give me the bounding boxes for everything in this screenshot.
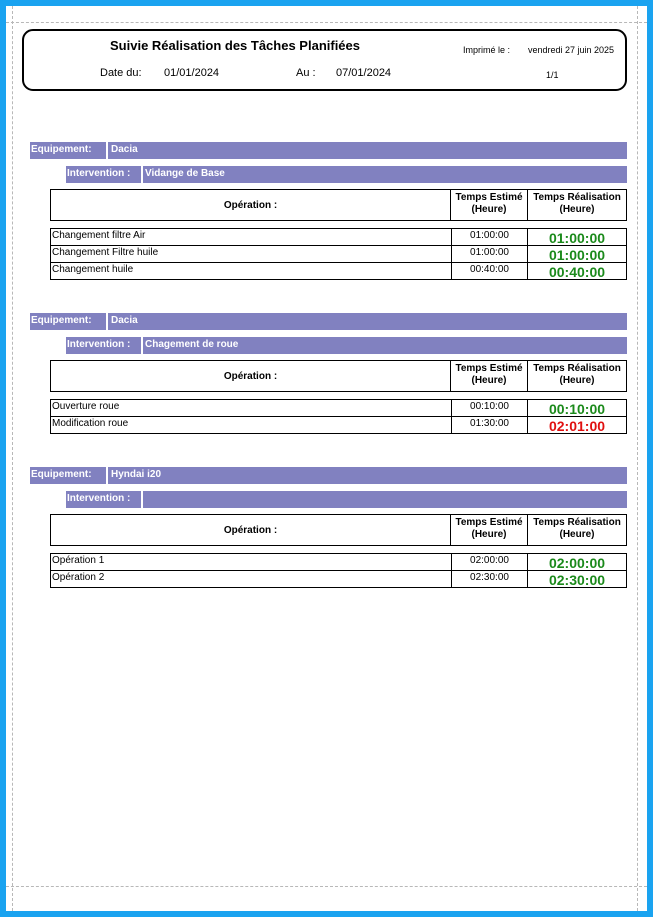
realised-time: 02:00:00: [548, 555, 606, 571]
estimated-time: 01:00:00: [451, 229, 528, 245]
margin-guide-left: [12, 6, 13, 911]
equipment-label: Equipement:: [31, 144, 92, 155]
realised-time: 01:00:00: [548, 230, 606, 246]
operation-name: Opération 1: [52, 555, 105, 566]
realised-time: 02:01:00: [548, 418, 606, 434]
operation-row: [50, 245, 627, 263]
realised-time: 00:40:00: [548, 264, 606, 280]
operation-row: [50, 570, 627, 588]
report-header: [22, 29, 627, 91]
equipment-bar: [30, 313, 627, 330]
realised-time: 02:30:00: [548, 572, 606, 588]
operation-name: Opération 2: [52, 572, 105, 583]
intervention-name: Vidange de Base: [145, 168, 225, 179]
page-number: 1/1: [546, 70, 559, 80]
equipment-name: Hyndai i20: [111, 469, 162, 480]
equipment-label: Equipement:: [31, 315, 92, 326]
intervention-label: Intervention :: [67, 493, 131, 504]
realised-time: 01:00:00: [548, 247, 606, 263]
margin-guide-bottom: [6, 886, 647, 887]
date-to-value: 07/01/2024: [336, 67, 392, 79]
intervention-bar: [66, 166, 627, 183]
operation-row: [50, 262, 627, 280]
printed-label: Imprimé le :: [463, 45, 511, 55]
estimated-col-header: Temps Estimé (Heure): [451, 515, 528, 545]
report-title: Suivie Réalisation des Tâches Planifiées: [110, 38, 360, 53]
operation-row: [50, 228, 627, 246]
operations-header: [50, 189, 627, 221]
estimated-time: 01:00:00: [451, 246, 528, 262]
report-page: [6, 6, 647, 911]
intervention-label: Intervention :: [67, 339, 131, 350]
bar-divider: [106, 313, 108, 330]
intervention-label: Intervention :: [67, 168, 131, 179]
operation-col-header: Opération :: [51, 361, 451, 391]
margin-guide-right: [637, 6, 638, 911]
operation-row: [50, 416, 627, 434]
printed-date: vendredi 27 juin 2025: [528, 45, 615, 55]
intervention-name: Chagement de roue: [145, 339, 239, 350]
date-to-label: Au :: [296, 67, 316, 79]
equipment-label: Equipement:: [31, 469, 92, 480]
operation-name: Modification roue: [52, 418, 129, 429]
estimated-time: 02:00:00: [451, 554, 528, 570]
estimated-time: 00:40:00: [451, 263, 528, 279]
estimated-time: 01:30:00: [451, 417, 528, 433]
estimated-col-header: Temps Estimé (Heure): [451, 361, 528, 391]
date-from-label: Date du:: [100, 67, 142, 79]
operation-name: Changement Filtre huile: [52, 247, 159, 258]
operation-col-header: Opération :: [51, 515, 451, 545]
intervention-bar: [66, 491, 627, 508]
bar-divider: [141, 166, 143, 183]
operation-name: Ouverture roue: [52, 401, 120, 412]
intervention-bar: [66, 337, 627, 354]
operations-header: [50, 360, 627, 392]
operation-col-header: Opération :: [51, 190, 451, 220]
realised-col-header: Temps Réalisation (Heure): [533, 363, 621, 386]
operation-row: [50, 553, 627, 571]
realised-col-header: Temps Réalisation (Heure): [533, 517, 621, 540]
realised-time: 00:10:00: [548, 401, 606, 417]
bar-divider: [106, 142, 108, 159]
operation-name: Changement huile: [52, 264, 134, 275]
bar-divider: [141, 491, 143, 508]
equipment-bar: [30, 467, 627, 484]
estimated-time: 02:30:00: [451, 571, 528, 587]
date-from-value: 01/01/2024: [164, 67, 220, 79]
equipment-bar: [30, 142, 627, 159]
realised-col-header: Temps Réalisation (Heure): [533, 192, 621, 215]
bar-divider: [141, 337, 143, 354]
estimated-time: 00:10:00: [451, 400, 528, 416]
margin-guide-top: [6, 22, 647, 23]
equipment-name: Dacia: [111, 315, 138, 326]
equipment-name: Dacia: [111, 144, 138, 155]
operation-name: Changement filtre Air: [52, 230, 146, 241]
bar-divider: [106, 467, 108, 484]
estimated-col-header: Temps Estimé (Heure): [451, 190, 528, 220]
operation-row: [50, 399, 627, 417]
operations-header: [50, 514, 627, 546]
